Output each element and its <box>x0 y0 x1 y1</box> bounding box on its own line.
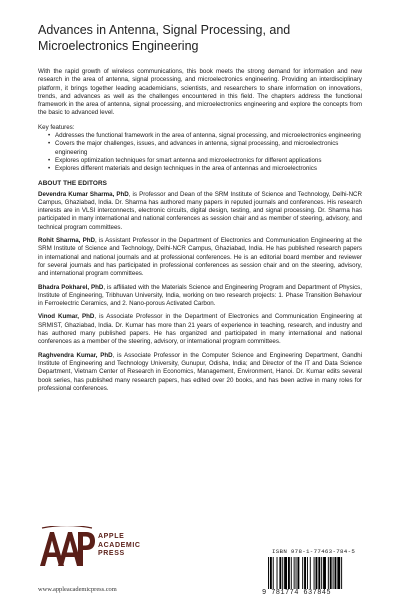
editor-bio-text: , is Associate Professor in the Computer Science and Engineering Department, Gandhi Institute of Engineering and Technology University, Gunupur, Odisha, India; and Director of the IT and Data Science Department, Vietnam Center of Research in Economics, Management, Environment, Hanoi. Dr. Kumar edits several book series, has published many research papers, has edited over 20 books, and has been active in many roles for professional conferences. <box>38 351 362 392</box>
editor-bio-text: , is Assistant Professor in the Department of Electronics and Communication Engineering at the SRM Institute of Science and Technology, Delhi-NCR Campus, Ghaziabad, India. He has published research papers in international and national journals and at professional conferences. He is an editorial board member and reviewer for several journals and has participated in professional conferences as session chair and on the steering, advisory, and international program committees. <box>38 237 362 278</box>
key-features-list <box>38 132 362 173</box>
editor-bio <box>38 237 362 278</box>
editor-name: Raghvendra Kumar, PhD <box>38 351 113 359</box>
aap-logo-icon <box>38 526 96 570</box>
editor-name: Bhadra Pokharel, PhD <box>38 283 104 291</box>
editor-bio <box>38 284 362 309</box>
publisher-name: APPLE ACADEMIC PRESS <box>98 533 141 558</box>
editor-bio <box>38 313 362 346</box>
publisher-logo <box>38 526 148 586</box>
editor-bio <box>38 191 362 232</box>
key-feature-item: • Explores different materials and design techniques in the area of antennas and microelectronics <box>48 165 362 173</box>
editor-bio-text: , is affiliated with the Materials Science and Engineering Program and Department of Physics, Institute of Engineering, Tribhuvan University, India, working on two research projects: 1. Phase Transition Behaviour in Ferroelectric Ceramics, and 2. Nano-porous Activated Carbon. <box>38 283 362 308</box>
barcode-block <box>262 548 368 600</box>
editor-name: Devendra Kumar Sharma, PhD <box>38 190 129 198</box>
barcode-icon <box>266 557 366 591</box>
book-title: Advances in Antenna, Signal Processing, and Microelectronics Engineering <box>38 23 291 53</box>
key-feature-item: • Covers the major challenges, issues, and advances in antenna, signal processing, and microelectronics engineering <box>48 140 362 157</box>
editor-bio-text: , is Professor and Dean of the SRM Institute of Science and Technology, Delhi-NCR Campus, Ghaziabad, India. Dr. Sharma has authored many papers in reputed journals and conferences. His research interests are in VLSI interconnects, electronic circuits, digital design, testing, and signal processing. Dr. Sharma has participated in many international and national conferences as session chair and as member of steering, advisory, and technical program committees. <box>38 190 362 231</box>
editor-bio <box>38 352 362 393</box>
publisher-url[interactable]: www.appleacademicpress.com <box>38 586 117 593</box>
intro-paragraph: With the rapid growth of wireless communications, this book meets the strong demand for information and new research in the area of antenna, signal processing, and microelectronics engineering. Providing an interdisciplinary platform, it brings together leading academicians, scientists, and researchers to share information on innovations, trends, and advances as well as the challenges encountered in this field. The chapters address the functional framework in the area of antenna, signal processing, and microelectronics engineering and explore the concepts from the basic to advanced level. <box>38 68 362 117</box>
key-features-label: Key features: <box>38 123 75 131</box>
cover-footer <box>0 500 400 600</box>
editor-name: Rohit Sharma, PhD <box>38 237 95 245</box>
ean-digits: 9 781774 637845 <box>262 589 332 597</box>
editors-heading: ABOUT THE EDITORS <box>38 179 108 187</box>
key-feature-item: • Explores optimization techniques for smart antenna and microelectronics for different applications <box>48 157 362 165</box>
isbn-label: ISBN 978-1-77463-784-5 <box>272 548 356 555</box>
key-feature-item: • Addresses the functional framework in the area of antenna, signal processing, and microelectronics engineering <box>48 132 362 140</box>
editor-name: Vinod Kumar, PhD <box>38 313 95 321</box>
editor-bio-text: , is Associate Professor in the Department of Electronics and Communication Engineering at SRMIST, Ghaziabad, India. Dr. Kumar has more than 21 years of experience in teaching, research, and industry and has authored many published papers. He has organized and participated in many international and national conferences as a member of the steering, advisory, or international program committees. <box>38 313 362 346</box>
